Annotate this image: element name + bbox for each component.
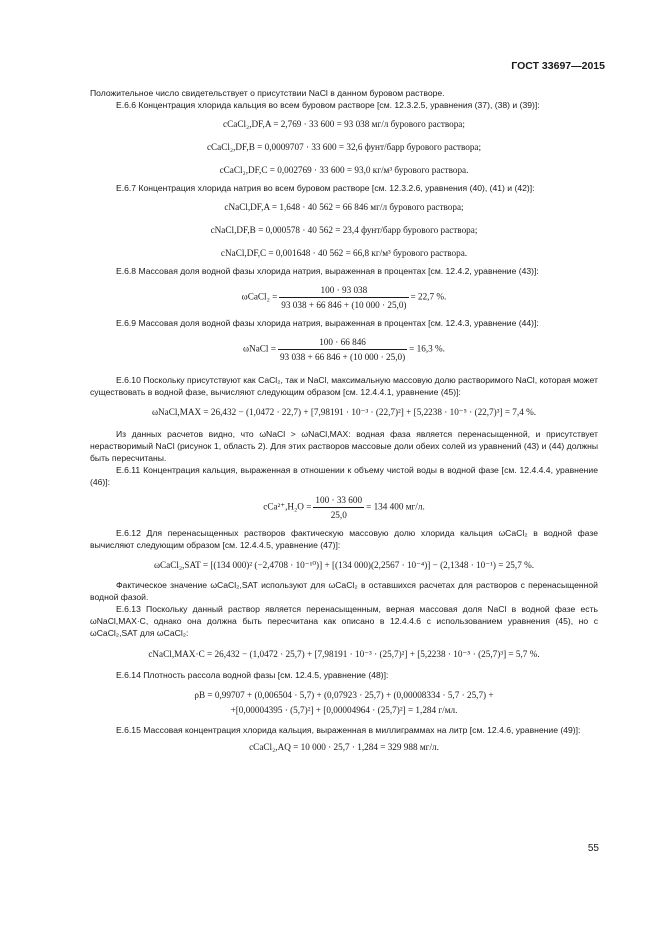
paragraph: Е.6.11 Концентрация кальция, выраженная в отношении к объему чистой воды в водной фазе [см. 12.4.4.4, уравнение (46)]:	[90, 465, 598, 487]
fraction-denominator: 93 038 + 66 846 + (10 000 · 25,0)	[279, 352, 406, 362]
fraction	[313, 494, 364, 521]
paragraph: Е.6.14 Плотность рассола водной фазы [см. 12.4.5, уравнение (48)]:	[116, 670, 389, 680]
equation-lhs: ωNaCl =	[243, 343, 276, 354]
page-number: 55	[587, 843, 599, 854]
fraction-denominator: 25,0	[330, 510, 347, 520]
equation-rhs: = 16,3 %.	[409, 343, 445, 354]
equation: cCaCl₂,DF,B = 0,0009707 · 33 600 = 32,6 фунт/барр бурового раствора;	[206, 142, 482, 152]
equation: cNaCl,MAX·C = 26,432 − (1,0472 · 25,7) + [7,98191 · 10⁻³ · (25,7)²] + [5,2238 · 10⁻⁵ · (25,7)³] = 5,7 %.	[148, 649, 540, 659]
fraction-numerator: 100 · 33 600	[313, 494, 364, 508]
paragraph: Е.6.6 Концентрация хлорида кальция во всем буровом растворе [см. 12.3.2.5, уравнения (37), (38) и (39)]:	[116, 100, 540, 110]
fraction-equation	[90, 336, 598, 363]
equation: cCaCl₂,AQ = 10 000 · 25,7 · 1,284 = 329 988 мг/л.	[249, 742, 439, 752]
fraction-numerator: 100 · 93 038	[279, 284, 408, 298]
paragraph: Е.6.13 Поскольку данный раствор является перенасыщенным, верная массовая доля NaCl в водной фазе есть ωNaCl,MAX·C, однако она должна быть пересчитана как описано в 12.4.4.6 с использованием уравнения (45), но с ωCaCl₂,SAT для ωCaCl₂:	[90, 604, 598, 638]
paragraph: Е.6.9 Массовая доля водной фазы хлорида натрия, выраженная в процентах [см. 12.4.3, уравнение (44)]:	[116, 318, 539, 328]
equation: ωCaCl₂,SAT = [(134 000)² (−2,4708 · 10⁻¹⁰)] + [(134 000)(2,2567 · 10⁻⁴)] − (2,1348 · 10⁻¹) = 25,7 %.	[153, 560, 535, 570]
paragraph: Из данных расчетов видно, что ωNaCl > ωNaCl,MAX: водная фаза является перенасыщенной, и присутствует нерастворимый NaCl (рисунок 1, область 2). Для этих растворов массовые доли обеих солей из уравнений (43) и (44) должны быть пересчитаны.	[90, 429, 598, 463]
equation: cCaCl₂,DF,A = 2,769 · 33 600 = 93 038 мг/л бурового раствора;	[223, 119, 465, 129]
fraction-equation	[90, 494, 598, 521]
equation-rhs: = 134 400 мг/л.	[366, 501, 425, 512]
document-body	[90, 87, 598, 753]
fraction-denominator: 93 038 + 66 846 + (10 000 · 25,0)	[281, 300, 407, 310]
paragraph: Е.6.7 Концентрация хлорида натрия во всем буровом растворе [см. 12.3.2.6, уравнения (40), (41) и (42)]:	[116, 183, 535, 193]
paragraph: Е.6.12 Для перенасыщенных растворов фактическую массовую долю хлорида кальция ωCaCl₂ в водной фазе вычисляют следующим образом [см. 12.4.4.5, уравнение (47)]:	[90, 528, 598, 550]
paragraph: Е.6.10 Поскольку присутствуют как CaCl₂, так и NaCl, максимальную массовую долю растворимого NaCl, которая может существовать в водной фазе, вычисляют следующим образом [см. 12.4.4.1, уравнение (45)]:	[90, 375, 598, 397]
equation-lhs: ωCaCl₂ =	[241, 291, 278, 302]
equation: ωNaCl,MAX = 26,432 − (1,0472 · 22,7) + [7,98191 · 10⁻³ · (22,7)²] + [5,2238 · 10⁻⁵ · (22,7)³] = 7,4 %.	[151, 407, 537, 417]
fraction-numerator: 100 · 66 846	[278, 336, 407, 350]
equation: ρB = 0,99707 + (0,006504 · 5,7) + (0,07923 · 25,7) + (0,00008334 · 5,7 · 25,7) +	[194, 690, 494, 700]
equation: cCaCl₂,DF,C = 0,002769 · 33 600 = 93,0 кг/м³ бурового раствора.	[219, 165, 469, 175]
paragraph: Е.6.8 Массовая доля водной фазы хлорида натрия, выраженная в процентах [см. 12.4.2, уравнение (43)]:	[116, 266, 539, 276]
standard-code: ГОСТ 33697—2015	[511, 60, 605, 72]
equation: cNaCl,DF,C = 0,001648 · 40 562 = 66,8 кг/м³ бурового раствора.	[220, 248, 468, 258]
equation-rhs: = 22,7 %.	[410, 291, 447, 302]
equation: cNaCl,DF,B = 0,000578 · 40 562 = 23,4 фунт/барр бурового раствора;	[210, 225, 478, 235]
fraction	[279, 284, 408, 311]
paragraph: Положительное число свидетельствует о присутствии NaCl в данном буровом растворе.	[90, 88, 445, 98]
paragraph: Фактическое значение ωCaCl₂,SAT используют для ωCaCl₂ в оставшихся расчетах для растворов с перенасыщенной водной фазой.	[90, 580, 598, 602]
equation-lhs: cCa²⁺,H₂O =	[263, 501, 312, 512]
fraction-equation	[90, 284, 598, 311]
fraction	[278, 336, 407, 363]
equation: +[0,00004395 · (5,7)²] + [0,00004964 · (25,7)²] = 1,284 г/мл.	[230, 705, 458, 715]
equation: cNaCl,DF,A = 1,648 · 40 562 = 66 846 мг/л бурового раствора;	[224, 202, 464, 212]
paragraph: Е.6.15 Массовая концентрация хлорида кальция, выраженная в миллиграммах на литр [см. 12.4.6, уравнение (49)]:	[116, 725, 581, 735]
